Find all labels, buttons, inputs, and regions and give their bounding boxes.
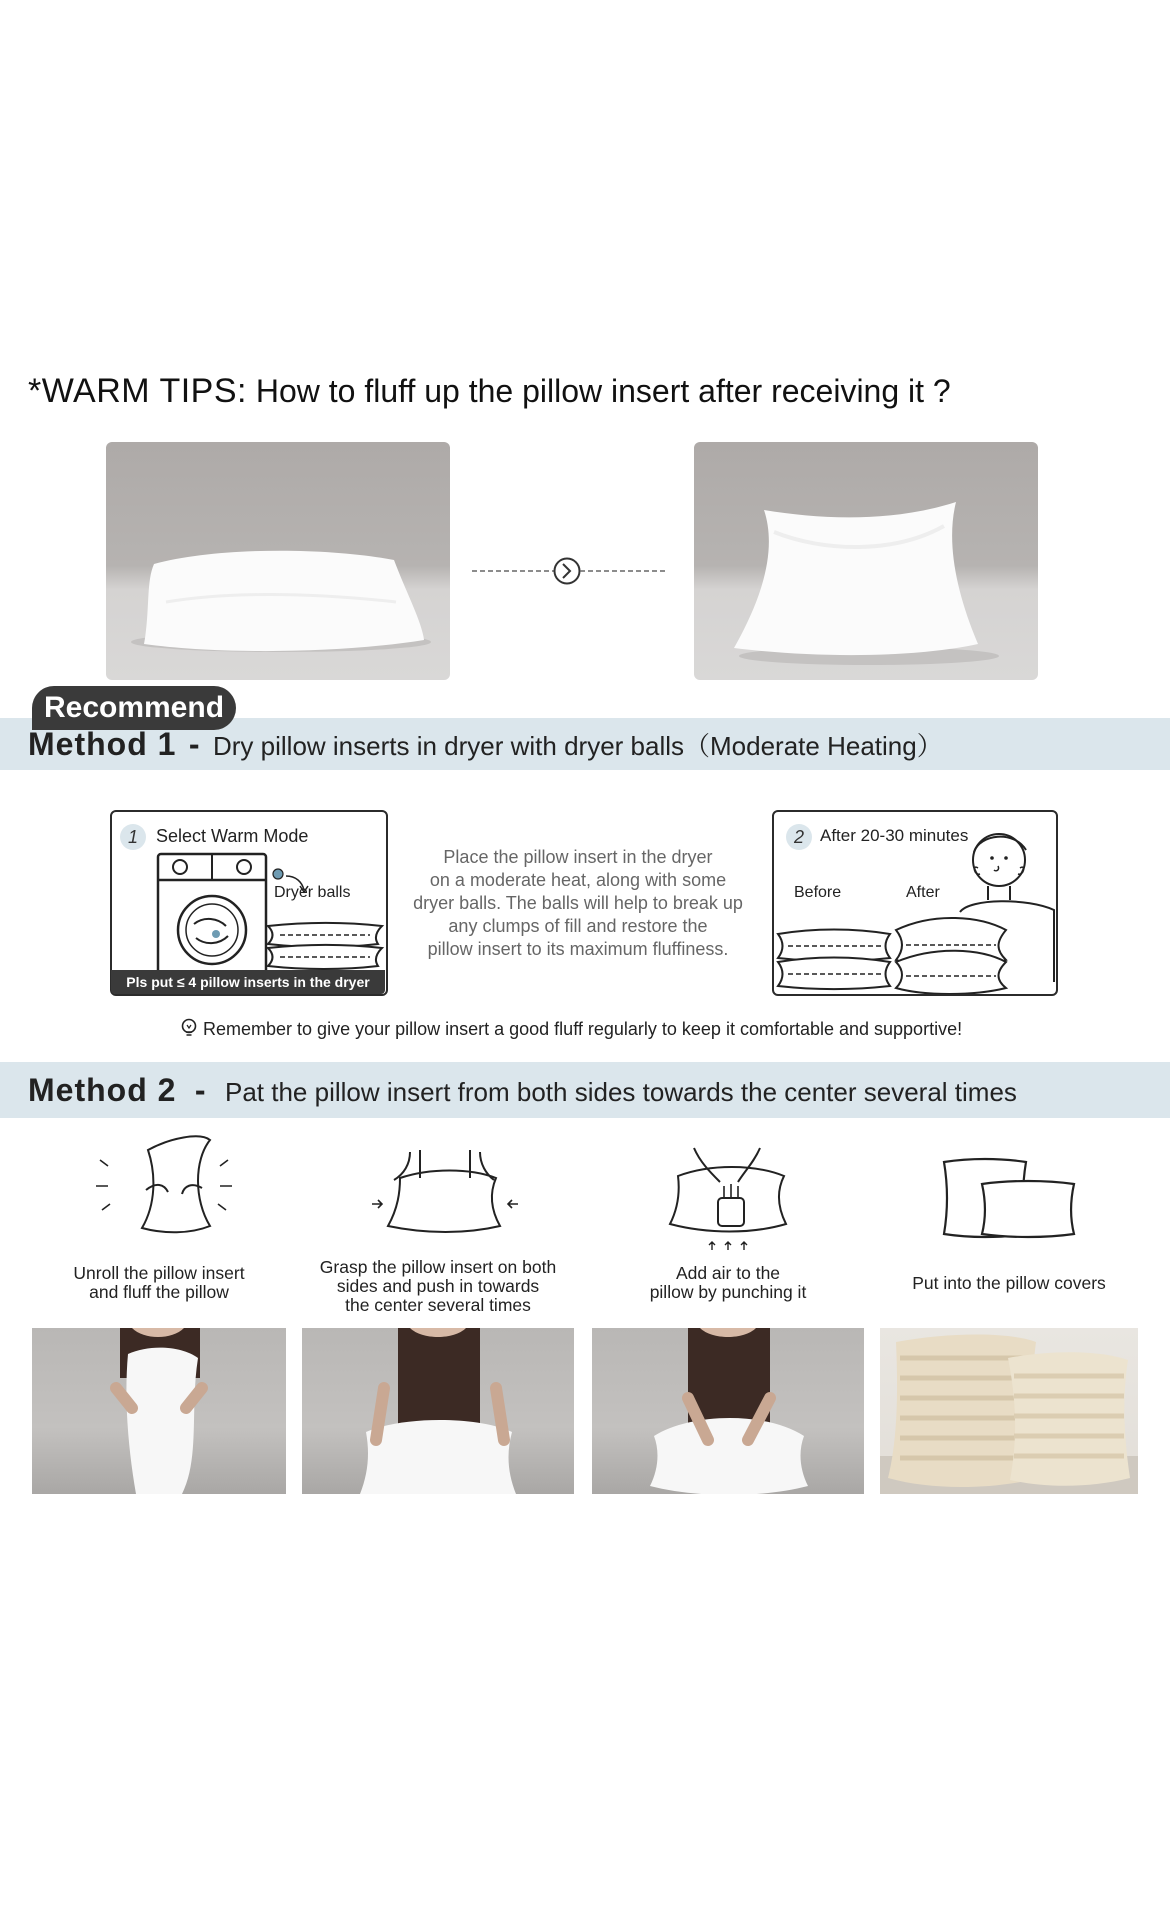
caption-line: and fluff the pillow [89, 1282, 229, 1302]
dryer-icon [156, 852, 386, 982]
method-2-text: Pat the pillow insert from both sides towards the center several times [225, 1077, 1017, 1107]
punch-air-icon [664, 1146, 794, 1256]
step-2-title: After 20-30 minutes [820, 826, 969, 845]
step-2-number: 2 [786, 824, 812, 850]
description-line: any clumps of fill and restore the [448, 916, 708, 936]
fluffed-pillow-image [694, 442, 1038, 680]
method-1-label: Method 1 [28, 726, 177, 762]
unroll-photo [32, 1328, 286, 1494]
method-1-text: Dry pillow inserts in dryer with dryer balls（Moderate Heating） [213, 731, 943, 761]
dryer-balls-label: Dryer balls [274, 884, 351, 901]
caption-line: Put into the pillow covers [912, 1273, 1106, 1293]
warm-tips-question: How to fluff up the pillow insert after receiving it ? [255, 373, 951, 409]
step-caption-grasp [302, 1258, 574, 1315]
grasp-photo-image [302, 1328, 574, 1494]
reminder [180, 1018, 962, 1040]
method-2-heading [28, 1072, 1017, 1109]
method-2-label: Method 2 [28, 1072, 177, 1108]
before-after-icon [774, 812, 1056, 994]
punch-photo [592, 1328, 864, 1494]
covers-photo-image [880, 1328, 1138, 1494]
step-caption-unroll [32, 1264, 286, 1302]
warm-tips-title [28, 372, 951, 411]
method-1-dash: - [188, 726, 201, 762]
warm-tips-lead: *WARM TIPS: [28, 372, 247, 410]
description-line: Place the pillow insert in the dryer [443, 847, 713, 867]
after-label: After [906, 884, 940, 901]
step-2-box [772, 810, 1058, 996]
description-line: on a moderate heat, along with some [429, 870, 727, 890]
caption-line: Grasp the pillow insert on both [319, 1257, 557, 1277]
step-1-number: 1 [120, 824, 146, 850]
caption-line: pillow by punching it [649, 1282, 807, 1302]
grasp-push-icon [370, 1148, 520, 1238]
caption-line: Add air to the [675, 1263, 781, 1283]
fluffed-pillow-photo [694, 442, 1038, 680]
step-caption-covers [880, 1274, 1138, 1293]
reminder-text: Remember to give your pillow insert a good fluff regularly to keep it comfortable and supportive! [203, 1019, 963, 1039]
method-2-dash: - [194, 1072, 207, 1108]
flat-pillow-image [106, 442, 450, 680]
transition-arrow [470, 556, 670, 586]
method-1-heading [28, 726, 943, 763]
unroll-fluff-icon [90, 1130, 240, 1240]
before-label: Before [794, 884, 842, 901]
caption-line: sides and push in towards [336, 1276, 540, 1296]
punch-photo-image [592, 1328, 864, 1494]
capacity-note: Pls put ≤ 4 pillow inserts in the dryer [111, 970, 385, 994]
flat-pillow-photo [106, 442, 450, 680]
pillow-covers-icon [940, 1154, 1080, 1240]
step-1-title: Select Warm Mode [156, 826, 309, 846]
description-line: dryer balls. The balls will help to break up [413, 893, 743, 913]
recommend-badge: Recommend [32, 686, 236, 730]
caption-line: the center several times [345, 1295, 531, 1315]
caption-line: Unroll the pillow insert [73, 1263, 245, 1283]
grasp-photo [302, 1328, 574, 1494]
step-1-box [110, 810, 388, 996]
step-caption-punch [592, 1264, 864, 1302]
pillow-covers-photo [880, 1328, 1138, 1494]
method-1-description [408, 846, 748, 961]
unroll-photo-image [32, 1328, 286, 1494]
description-line: pillow insert to its maximum fluffiness. [427, 939, 729, 959]
lightbulb-icon [180, 1018, 198, 1038]
